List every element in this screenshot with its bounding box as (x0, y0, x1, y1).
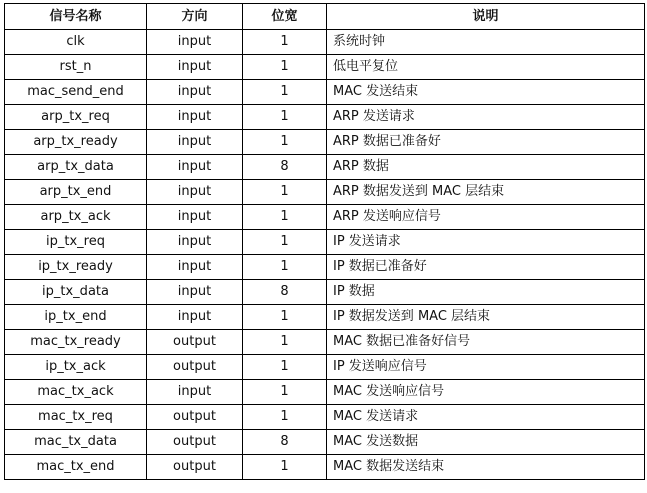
signal-name-cell: mac_tx_ack (5, 380, 147, 405)
signal-name-cell: arp_tx_ack (5, 205, 147, 230)
bit-width-cell: 1 (243, 305, 327, 330)
description-cell: IP 发送响应信号 (327, 355, 645, 380)
table-row (5, 330, 645, 355)
table-row (5, 305, 645, 330)
table-row (5, 355, 645, 380)
header-description: 说明 (327, 4, 645, 30)
bit-width-cell: 1 (243, 330, 327, 355)
signal-name-cell: mac_send_end (5, 80, 147, 105)
signal-name-cell: ip_tx_data (5, 280, 147, 305)
direction-cell: output (147, 455, 243, 480)
description-cell: IP 数据发送到 MAC 层结束 (327, 305, 645, 330)
description-cell: 系统时钟 (327, 30, 645, 55)
direction-cell: input (147, 255, 243, 280)
table-row (5, 155, 645, 180)
direction-cell: input (147, 30, 243, 55)
header-bit-width: 位宽 (243, 4, 327, 30)
table-row (5, 205, 645, 230)
signal-name-cell: ip_tx_req (5, 230, 147, 255)
table-row (5, 405, 645, 430)
direction-cell: output (147, 430, 243, 455)
signal-name-cell: mac_tx_data (5, 430, 147, 455)
description-cell: IP 数据 (327, 280, 645, 305)
bit-width-cell: 1 (243, 80, 327, 105)
description-cell: MAC 发送响应信号 (327, 380, 645, 405)
direction-cell: input (147, 55, 243, 80)
bit-width-cell: 1 (243, 380, 327, 405)
bit-width-cell: 8 (243, 430, 327, 455)
table-row (5, 130, 645, 155)
table-row (5, 280, 645, 305)
direction-cell: input (147, 130, 243, 155)
direction-cell: input (147, 105, 243, 130)
bit-width-cell: 1 (243, 205, 327, 230)
description-cell: MAC 发送结束 (327, 80, 645, 105)
table-row (5, 105, 645, 130)
description-cell: ARP 数据 (327, 155, 645, 180)
bit-width-cell: 8 (243, 280, 327, 305)
bit-width-cell: 1 (243, 230, 327, 255)
signal-name-cell: ip_tx_ack (5, 355, 147, 380)
signal-name-cell: clk (5, 30, 147, 55)
direction-cell: input (147, 155, 243, 180)
bit-width-cell: 1 (243, 180, 327, 205)
direction-cell: input (147, 180, 243, 205)
bit-width-cell: 1 (243, 355, 327, 380)
description-cell: ARP 数据发送到 MAC 层结束 (327, 180, 645, 205)
bit-width-cell: 1 (243, 55, 327, 80)
bit-width-cell: 1 (243, 405, 327, 430)
description-cell: 低电平复位 (327, 55, 645, 80)
direction-cell: output (147, 355, 243, 380)
bit-width-cell: 1 (243, 130, 327, 155)
table-row (5, 255, 645, 280)
table-row (5, 455, 645, 480)
direction-cell: input (147, 280, 243, 305)
direction-cell: input (147, 305, 243, 330)
signal-name-cell: rst_n (5, 55, 147, 80)
direction-cell: input (147, 80, 243, 105)
table-row (5, 180, 645, 205)
direction-cell: output (147, 405, 243, 430)
bit-width-cell: 1 (243, 255, 327, 280)
signal-name-cell: arp_tx_ready (5, 130, 147, 155)
table-row (5, 380, 645, 405)
table-row (5, 230, 645, 255)
description-cell: ARP 发送响应信号 (327, 205, 645, 230)
signal-name-cell: arp_tx_data (5, 155, 147, 180)
signal-name-cell: mac_tx_ready (5, 330, 147, 355)
table-body (5, 30, 645, 480)
description-cell: MAC 发送数据 (327, 430, 645, 455)
description-cell: IP 数据已准备好 (327, 255, 645, 280)
description-cell: ARP 数据已准备好 (327, 130, 645, 155)
direction-cell: input (147, 230, 243, 255)
description-cell: MAC 发送请求 (327, 405, 645, 430)
description-cell: MAC 数据已准备好信号 (327, 330, 645, 355)
bit-width-cell: 1 (243, 455, 327, 480)
table-row (5, 80, 645, 105)
description-cell: IP 发送请求 (327, 230, 645, 255)
table-row (5, 430, 645, 455)
description-cell: ARP 发送请求 (327, 105, 645, 130)
signal-name-cell: mac_tx_end (5, 455, 147, 480)
bit-width-cell: 8 (243, 155, 327, 180)
header-direction: 方向 (147, 4, 243, 30)
signal-table (4, 3, 645, 480)
direction-cell: output (147, 330, 243, 355)
bit-width-cell: 1 (243, 30, 327, 55)
signal-name-cell: arp_tx_end (5, 180, 147, 205)
direction-cell: input (147, 205, 243, 230)
signal-name-cell: ip_tx_ready (5, 255, 147, 280)
header-signal-name: 信号名称 (5, 4, 147, 30)
direction-cell: input (147, 380, 243, 405)
description-cell: MAC 数据发送结束 (327, 455, 645, 480)
table-row (5, 30, 645, 55)
header-row (5, 4, 645, 30)
bit-width-cell: 1 (243, 105, 327, 130)
signal-name-cell: arp_tx_req (5, 105, 147, 130)
table-header (5, 4, 645, 30)
table-row (5, 55, 645, 80)
signal-name-cell: ip_tx_end (5, 305, 147, 330)
signal-name-cell: mac_tx_req (5, 405, 147, 430)
